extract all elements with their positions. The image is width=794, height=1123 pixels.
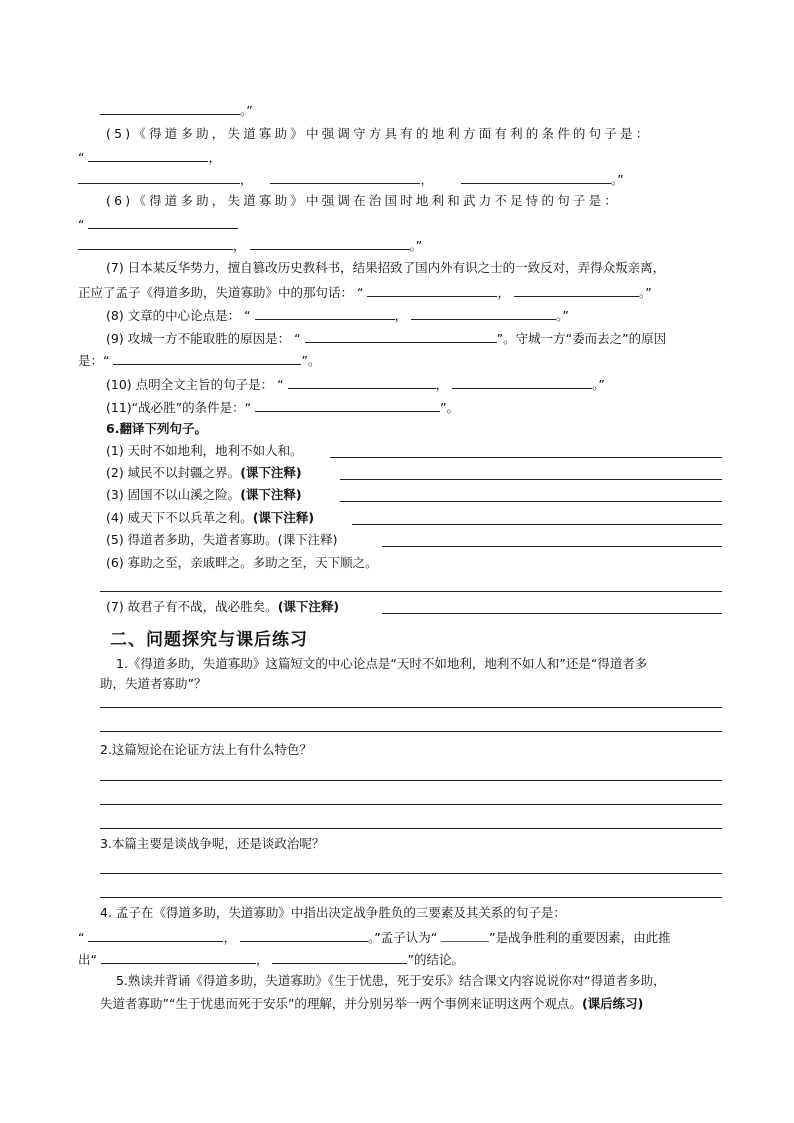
item-9-line-1: (9) 攻城一方不能取胜的原因是： “ ”。守城一方“委而去之”的原因: [106, 331, 667, 346]
translate-sentence-4: (4) 威天下不以兵革之利。(课下注释): [106, 510, 315, 525]
question-3: 3.本篇主要是谈战争呢，还是谈政治呢？: [100, 836, 325, 851]
answer-line[interactable]: [100, 707, 722, 708]
answer-line[interactable]: [100, 731, 722, 732]
answer-blank[interactable]: [88, 928, 223, 942]
answer-line[interactable]: [340, 479, 722, 480]
answer-blank[interactable]: [113, 351, 301, 365]
answer-blank[interactable]: [305, 329, 497, 343]
section-2-heading: 二、问题探究与课后练习: [110, 630, 308, 650]
answer-blank[interactable]: [367, 283, 497, 297]
translate-heading: 6.翻译下列句子。: [106, 421, 207, 436]
item-5-prompt: (5)《得道多助，失道寡助》中强调守方具有的地利方面有利的条件的句子是：: [106, 126, 652, 141]
answer-line[interactable]: [382, 546, 722, 547]
answer-blank[interactable]: [100, 101, 240, 115]
question-1-line-1: 1.《得道多助，失道寡助》这篇短文的中心论点是“天时不如地利，地利不如人和”还是“得道者多: [116, 656, 648, 671]
answer-blank[interactable]: [270, 170, 420, 184]
question-2: 2.这篇短论在论证方法上有什么特色？: [100, 742, 312, 757]
item-6-blank-row-1: “: [78, 215, 238, 233]
translate-sentence-3: (3) 固国不以山溪之险。(课下注释): [106, 487, 302, 502]
question-5-line-1: 5.熟读并背诵《得道多助，失道寡助》《生于忧患，死于安乐》结合课文内容说说你对“得道者多助，: [116, 973, 666, 988]
answer-line[interactable]: [100, 828, 722, 829]
answer-line[interactable]: [100, 591, 722, 592]
question-4-line-3: 出“ ， ”的结论。: [78, 952, 464, 967]
answer-blank-red[interactable]: [441, 928, 489, 942]
answer-blank[interactable]: [272, 950, 407, 964]
answer-blank[interactable]: [88, 215, 238, 229]
item-11: (11)“战必胜”的条件是：“ ”。: [106, 400, 460, 415]
answer-blank[interactable]: [101, 950, 256, 964]
answer-line[interactable]: [352, 524, 722, 525]
question-1-line-2: 助，失道者寡助”？: [100, 676, 207, 691]
answer-line[interactable]: [100, 804, 722, 805]
answer-line[interactable]: [100, 873, 722, 874]
translate-sentence-1: (1) 天时不如地利，地利不如人和。: [106, 443, 303, 458]
answer-line[interactable]: [340, 501, 722, 502]
item-6-blank-row-2: ， 。”: [78, 236, 422, 254]
translate-sentence-7: (7) 故君子有不战，战必胜矣。(课下注释): [106, 599, 340, 614]
answer-blank[interactable]: [78, 236, 233, 250]
item-6-prompt: (6)《得道多助，失道寡助》中强调在治国时地利和武力不足恃的句子是：: [106, 193, 621, 208]
item-9-line-2: 是：“ ”。: [78, 353, 321, 368]
answer-line[interactable]: [330, 457, 722, 458]
item-7-prompt-line-1: (7) 日本某反华势力，擅自篡改历史教科书，结果招致了国内外有识之士的一致反对，弄得众叛亲离，: [106, 260, 666, 275]
answer-blank[interactable]: [411, 306, 556, 320]
item-5-blank-row-2: ， ， 。”: [78, 170, 624, 188]
answer-blank[interactable]: [88, 148, 208, 162]
answer-line[interactable]: [100, 897, 722, 898]
question-4-line-2: “ ， 。”孟子认为“ ”是战争胜利的重要因素，由此推: [78, 930, 671, 945]
item-8: (8) 文章的中心论点是： “ ， 。”: [106, 308, 569, 323]
item-10: (10) 点明全文主旨的句子是： “ ， 。”: [106, 377, 605, 392]
answer-blank[interactable]: [452, 375, 592, 389]
answer-blank[interactable]: [240, 928, 368, 942]
question-5-line-2: 失道者寡助”“生于忧患而死于安乐”的理解，并分别另举一两个事例来证明这两个观点。(课后练习): [100, 996, 644, 1011]
answer-blank[interactable]: [288, 375, 436, 389]
answer-blank[interactable]: [78, 170, 240, 184]
translate-sentence-6: (6) 寡助之至，亲戚畔之。多助之至，天下顺之。: [106, 555, 378, 570]
carryover-blank-line: 。”: [100, 101, 253, 119]
translate-sentence-2: (2) 域民不以封疆之界。(课下注释): [106, 465, 302, 480]
answer-line[interactable]: [382, 613, 722, 614]
answer-blank[interactable]: [255, 306, 395, 320]
translate-sentence-5: (5) 得道者多助，失道者寡助。(课下注释): [106, 532, 338, 547]
item-5-blank-row-1: “ ，: [78, 150, 221, 165]
answer-blank[interactable]: [250, 236, 410, 250]
item-7-prompt-line-2: 正应了孟子《得道多助，失道寡助》中的那句话： “ ， 。”: [78, 285, 652, 300]
answer-blank[interactable]: [514, 283, 639, 297]
answer-blank[interactable]: [255, 398, 440, 412]
answer-blank[interactable]: [461, 170, 611, 184]
answer-line[interactable]: [100, 780, 722, 781]
question-4-line-1: 4. 孟子在《得道多助，失道寡助》中指出决定战争胜负的三要素及其关系的句子是：: [100, 905, 566, 920]
